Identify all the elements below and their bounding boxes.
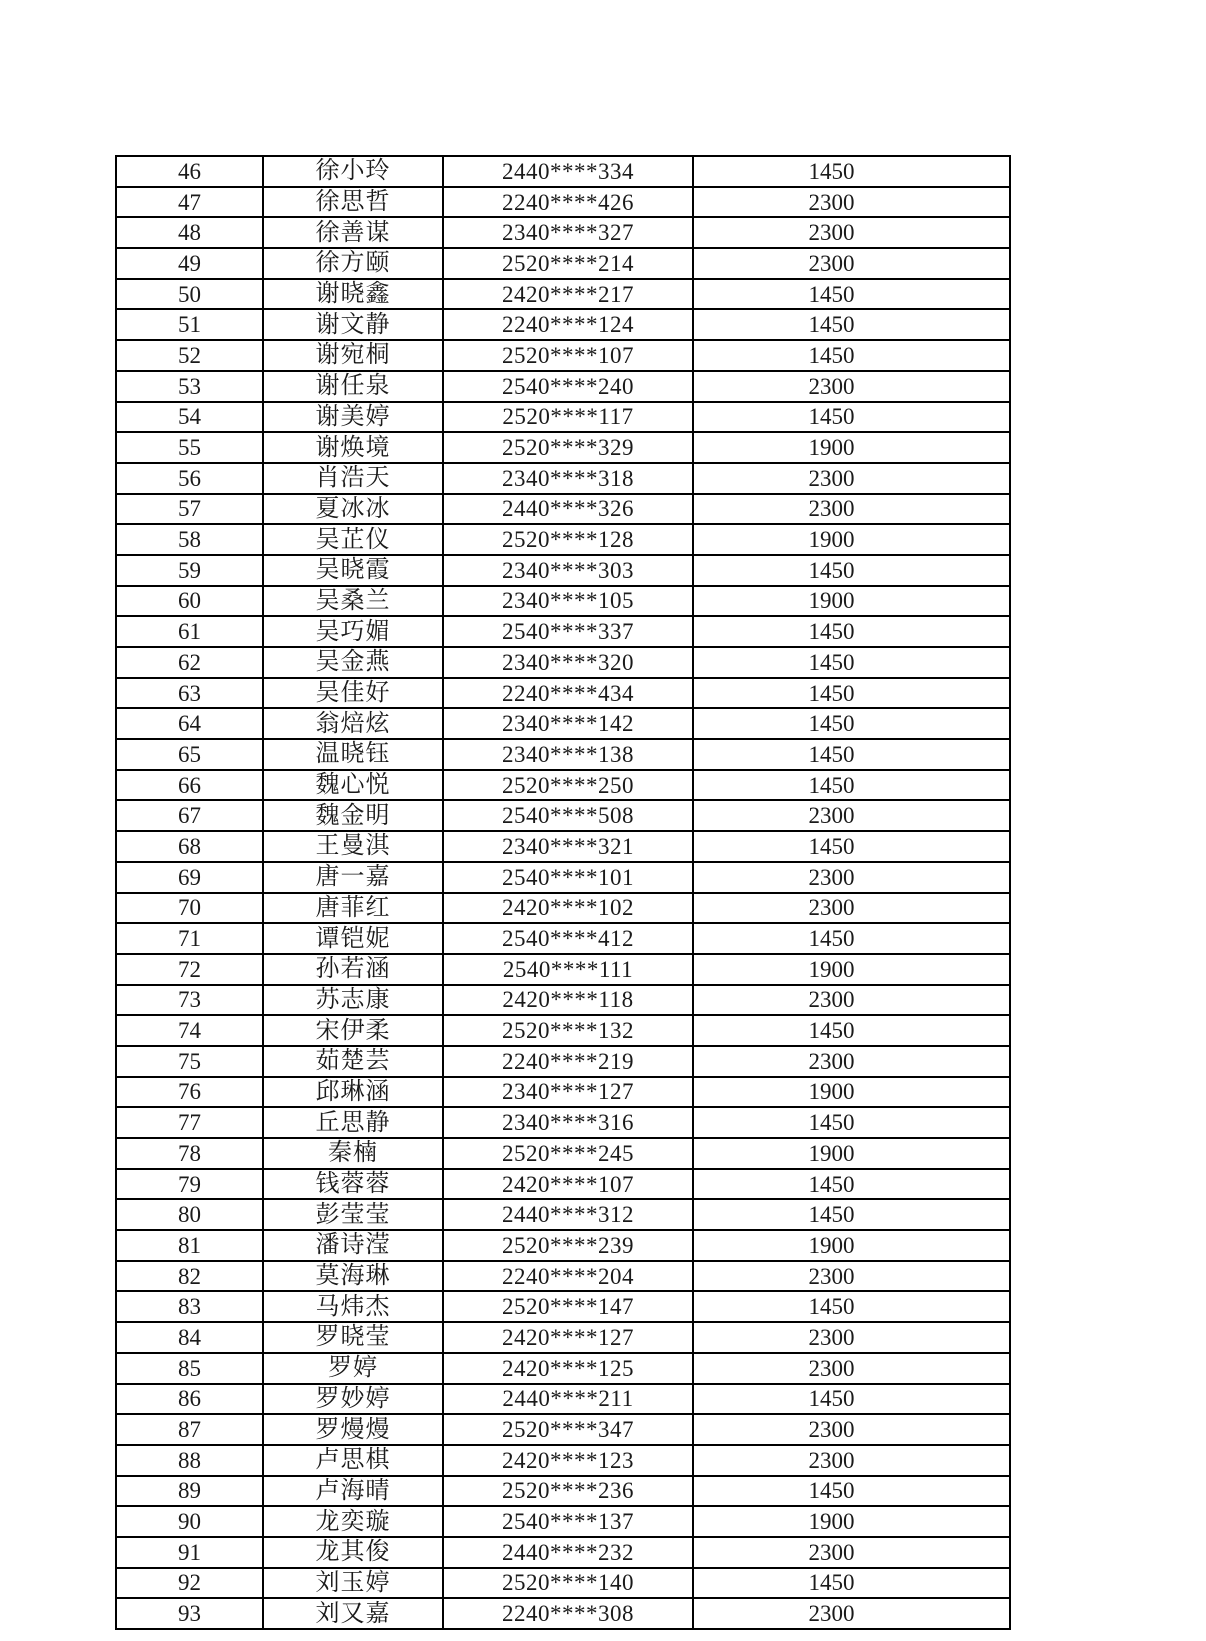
name-cell: 苏志康 [263, 985, 443, 1016]
amount-cell: 1450 [693, 923, 1010, 954]
id-number-cell: 2340****321 [443, 831, 693, 862]
amount-cell: 2300 [693, 371, 1010, 402]
name-cell: 翁焙炫 [263, 708, 443, 739]
table-row [116, 187, 1010, 218]
row-number-cell: 85 [116, 1353, 263, 1384]
row-number-cell: 49 [116, 248, 263, 279]
id-number-cell: 2240****219 [443, 1046, 693, 1077]
amount-cell: 1900 [693, 1506, 1010, 1537]
id-number-cell: 2540****240 [443, 371, 693, 402]
amount-cell: 1450 [693, 616, 1010, 647]
name-cell: 吴芷仪 [263, 524, 443, 555]
row-number-cell: 73 [116, 985, 263, 1016]
row-number-cell: 57 [116, 494, 263, 525]
table-row [116, 1353, 1010, 1384]
table-row [116, 678, 1010, 709]
name-cell: 茹楚芸 [263, 1046, 443, 1077]
row-number-cell: 70 [116, 893, 263, 924]
row-number-cell: 77 [116, 1107, 263, 1138]
id-number-cell: 2520****107 [443, 340, 693, 371]
amount-cell: 2300 [693, 1261, 1010, 1292]
name-cell: 夏冰冰 [263, 494, 443, 525]
name-cell: 谢任泉 [263, 371, 443, 402]
amount-cell: 2300 [693, 1046, 1010, 1077]
table-row [116, 770, 1010, 801]
name-cell: 宋伊柔 [263, 1015, 443, 1046]
id-number-cell: 2240****204 [443, 1261, 693, 1292]
amount-cell: 2300 [693, 217, 1010, 248]
id-number-cell: 2440****312 [443, 1199, 693, 1230]
name-cell: 潘诗滢 [263, 1230, 443, 1261]
table-row [116, 1322, 1010, 1353]
row-number-cell: 75 [116, 1046, 263, 1077]
table-row [116, 494, 1010, 525]
amount-cell: 2300 [693, 463, 1010, 494]
row-number-cell: 90 [116, 1506, 263, 1537]
id-number-cell: 2520****147 [443, 1291, 693, 1322]
name-cell: 魏心悦 [263, 770, 443, 801]
row-number-cell: 89 [116, 1476, 263, 1507]
row-number-cell: 83 [116, 1291, 263, 1322]
table-row [116, 1537, 1010, 1568]
row-number-cell: 71 [116, 923, 263, 954]
table-row [116, 217, 1010, 248]
row-number-cell: 80 [116, 1199, 263, 1230]
name-cell: 莫海琳 [263, 1261, 443, 1292]
table-row [116, 524, 1010, 555]
name-cell: 钱蓉蓉 [263, 1169, 443, 1200]
row-number-cell: 55 [116, 432, 263, 463]
row-number-cell: 81 [116, 1230, 263, 1261]
table-row [116, 954, 1010, 985]
id-number-cell: 2420****118 [443, 985, 693, 1016]
name-cell: 罗熳熳 [263, 1414, 443, 1445]
amount-cell: 1450 [693, 678, 1010, 709]
row-number-cell: 92 [116, 1568, 263, 1599]
row-number-cell: 67 [116, 800, 263, 831]
amount-cell: 1900 [693, 1138, 1010, 1169]
id-number-cell: 2340****105 [443, 586, 693, 617]
table-row [116, 1046, 1010, 1077]
table-row [116, 279, 1010, 310]
name-cell: 吴金燕 [263, 647, 443, 678]
name-cell: 谢美婷 [263, 402, 443, 433]
name-cell: 王曼淇 [263, 831, 443, 862]
amount-cell: 2300 [693, 248, 1010, 279]
table-row [116, 862, 1010, 893]
name-cell: 徐小玲 [263, 156, 443, 187]
amount-cell: 2300 [693, 1353, 1010, 1384]
id-number-cell: 2340****318 [443, 463, 693, 494]
table-row [116, 739, 1010, 770]
id-number-cell: 2240****426 [443, 187, 693, 218]
table-row [116, 402, 1010, 433]
amount-cell: 1450 [693, 555, 1010, 586]
amount-cell: 1450 [693, 1476, 1010, 1507]
name-cell: 罗婷 [263, 1353, 443, 1384]
name-cell: 谭铠妮 [263, 923, 443, 954]
row-number-cell: 82 [116, 1261, 263, 1292]
table-row [116, 1138, 1010, 1169]
name-cell: 吴桑兰 [263, 586, 443, 617]
row-number-cell: 56 [116, 463, 263, 494]
id-number-cell: 2540****137 [443, 1506, 693, 1537]
name-cell: 邱琳涵 [263, 1077, 443, 1108]
id-number-cell: 2340****142 [443, 708, 693, 739]
table-row [116, 893, 1010, 924]
row-number-cell: 50 [116, 279, 263, 310]
name-cell: 卢思棋 [263, 1445, 443, 1476]
table-row [116, 1506, 1010, 1537]
name-cell: 马炜杰 [263, 1291, 443, 1322]
amount-cell: 2300 [693, 1598, 1010, 1629]
amount-cell: 2300 [693, 862, 1010, 893]
table-row [116, 340, 1010, 371]
table-row [116, 586, 1010, 617]
id-number-cell: 2420****102 [443, 893, 693, 924]
amount-cell: 1450 [693, 770, 1010, 801]
id-number-cell: 2440****334 [443, 156, 693, 187]
id-number-cell: 2440****232 [443, 1537, 693, 1568]
row-number-cell: 53 [116, 371, 263, 402]
id-number-cell: 2520****250 [443, 770, 693, 801]
name-cell: 温晓钰 [263, 739, 443, 770]
id-number-cell: 2340****138 [443, 739, 693, 770]
row-number-cell: 59 [116, 555, 263, 586]
id-number-cell: 2420****107 [443, 1169, 693, 1200]
amount-cell: 1900 [693, 432, 1010, 463]
table-row [116, 371, 1010, 402]
name-cell: 罗晓莹 [263, 1322, 443, 1353]
name-cell: 徐善谋 [263, 217, 443, 248]
name-cell: 徐思哲 [263, 187, 443, 218]
amount-cell: 2300 [693, 494, 1010, 525]
table-row [116, 831, 1010, 862]
amount-cell: 1900 [693, 524, 1010, 555]
table-row [116, 432, 1010, 463]
row-number-cell: 64 [116, 708, 263, 739]
row-number-cell: 48 [116, 217, 263, 248]
row-number-cell: 74 [116, 1015, 263, 1046]
id-number-cell: 2520****128 [443, 524, 693, 555]
table-row [116, 800, 1010, 831]
amount-cell: 1900 [693, 586, 1010, 617]
roster-table-body [116, 156, 1010, 1629]
amount-cell: 2300 [693, 1445, 1010, 1476]
id-number-cell: 2420****127 [443, 1322, 693, 1353]
id-number-cell: 2520****214 [443, 248, 693, 279]
id-number-cell: 2440****326 [443, 494, 693, 525]
id-number-cell: 2520****245 [443, 1138, 693, 1169]
id-number-cell: 2540****101 [443, 862, 693, 893]
id-number-cell: 2340****127 [443, 1077, 693, 1108]
amount-cell: 2300 [693, 893, 1010, 924]
amount-cell: 1450 [693, 402, 1010, 433]
amount-cell: 2300 [693, 1414, 1010, 1445]
name-cell: 孙若涵 [263, 954, 443, 985]
row-number-cell: 87 [116, 1414, 263, 1445]
table-row [116, 309, 1010, 340]
amount-cell: 1450 [693, 647, 1010, 678]
row-number-cell: 88 [116, 1445, 263, 1476]
row-number-cell: 58 [116, 524, 263, 555]
table-row [116, 1015, 1010, 1046]
name-cell: 谢宛桐 [263, 340, 443, 371]
id-number-cell: 2520****239 [443, 1230, 693, 1261]
name-cell: 吴晓霞 [263, 555, 443, 586]
amount-cell: 1450 [693, 156, 1010, 187]
amount-cell: 1450 [693, 1015, 1010, 1046]
id-number-cell: 2240****124 [443, 309, 693, 340]
id-number-cell: 2340****316 [443, 1107, 693, 1138]
table-row [116, 1384, 1010, 1415]
table-row [116, 156, 1010, 187]
id-number-cell: 2340****320 [443, 647, 693, 678]
name-cell: 丘思静 [263, 1107, 443, 1138]
table-row [116, 463, 1010, 494]
amount-cell: 1450 [693, 739, 1010, 770]
id-number-cell: 2520****329 [443, 432, 693, 463]
name-cell: 唐一嘉 [263, 862, 443, 893]
amount-cell: 1450 [693, 309, 1010, 340]
id-number-cell: 2240****308 [443, 1598, 693, 1629]
row-number-cell: 51 [116, 309, 263, 340]
name-cell: 卢海晴 [263, 1476, 443, 1507]
name-cell: 谢焕境 [263, 432, 443, 463]
table-row [116, 1476, 1010, 1507]
row-number-cell: 61 [116, 616, 263, 647]
table-row [116, 1598, 1010, 1629]
name-cell: 刘玉婷 [263, 1568, 443, 1599]
amount-cell: 1450 [693, 1199, 1010, 1230]
id-number-cell: 2520****140 [443, 1568, 693, 1599]
amount-cell: 2300 [693, 800, 1010, 831]
amount-cell: 1900 [693, 954, 1010, 985]
row-number-cell: 72 [116, 954, 263, 985]
id-number-cell: 2440****211 [443, 1384, 693, 1415]
name-cell: 谢晓鑫 [263, 279, 443, 310]
amount-cell: 2300 [693, 1322, 1010, 1353]
id-number-cell: 2520****117 [443, 402, 693, 433]
row-number-cell: 52 [116, 340, 263, 371]
name-cell: 徐方颐 [263, 248, 443, 279]
amount-cell: 1450 [693, 279, 1010, 310]
id-number-cell: 2540****508 [443, 800, 693, 831]
name-cell: 谢文静 [263, 309, 443, 340]
table-row [116, 1230, 1010, 1261]
amount-cell: 2300 [693, 985, 1010, 1016]
table-row [116, 1199, 1010, 1230]
amount-cell: 2300 [693, 1537, 1010, 1568]
name-cell: 秦楠 [263, 1138, 443, 1169]
name-cell: 罗妙婷 [263, 1384, 443, 1415]
table-row [116, 1414, 1010, 1445]
id-number-cell: 2420****217 [443, 279, 693, 310]
name-cell: 唐菲红 [263, 893, 443, 924]
name-cell: 吴巧媚 [263, 616, 443, 647]
id-number-cell: 2520****132 [443, 1015, 693, 1046]
amount-cell: 1900 [693, 1077, 1010, 1108]
table-row [116, 708, 1010, 739]
name-cell: 刘又嘉 [263, 1598, 443, 1629]
id-number-cell: 2520****236 [443, 1476, 693, 1507]
table-row [116, 616, 1010, 647]
name-cell: 龙奕璇 [263, 1506, 443, 1537]
amount-cell: 1450 [693, 1291, 1010, 1322]
amount-cell: 1900 [693, 1230, 1010, 1261]
name-cell: 吴佳好 [263, 678, 443, 709]
table-row [116, 1107, 1010, 1138]
table-row [116, 1077, 1010, 1108]
table-row [116, 647, 1010, 678]
table-row [116, 923, 1010, 954]
id-number-cell: 2420****125 [443, 1353, 693, 1384]
amount-cell: 1450 [693, 708, 1010, 739]
row-number-cell: 78 [116, 1138, 263, 1169]
amount-cell: 1450 [693, 831, 1010, 862]
row-number-cell: 63 [116, 678, 263, 709]
name-cell: 龙其俊 [263, 1537, 443, 1568]
amount-cell: 1450 [693, 1169, 1010, 1200]
table-row [116, 1291, 1010, 1322]
row-number-cell: 62 [116, 647, 263, 678]
row-number-cell: 79 [116, 1169, 263, 1200]
table-row [116, 248, 1010, 279]
amount-cell: 1450 [693, 1568, 1010, 1599]
name-cell: 肖浩天 [263, 463, 443, 494]
amount-cell: 1450 [693, 1107, 1010, 1138]
roster-table [115, 155, 1011, 1630]
row-number-cell: 76 [116, 1077, 263, 1108]
row-number-cell: 91 [116, 1537, 263, 1568]
table-row [116, 1568, 1010, 1599]
id-number-cell: 2540****337 [443, 616, 693, 647]
row-number-cell: 54 [116, 402, 263, 433]
table-row [116, 985, 1010, 1016]
row-number-cell: 46 [116, 156, 263, 187]
row-number-cell: 68 [116, 831, 263, 862]
row-number-cell: 69 [116, 862, 263, 893]
amount-cell: 1450 [693, 1384, 1010, 1415]
table-row [116, 1445, 1010, 1476]
id-number-cell: 2520****347 [443, 1414, 693, 1445]
table-row [116, 555, 1010, 586]
table-row [116, 1261, 1010, 1292]
row-number-cell: 47 [116, 187, 263, 218]
id-number-cell: 2420****123 [443, 1445, 693, 1476]
row-number-cell: 60 [116, 586, 263, 617]
id-number-cell: 2540****111 [443, 954, 693, 985]
row-number-cell: 65 [116, 739, 263, 770]
name-cell: 魏金明 [263, 800, 443, 831]
row-number-cell: 86 [116, 1384, 263, 1415]
id-number-cell: 2540****412 [443, 923, 693, 954]
table-row [116, 1169, 1010, 1200]
id-number-cell: 2340****303 [443, 555, 693, 586]
row-number-cell: 84 [116, 1322, 263, 1353]
id-number-cell: 2340****327 [443, 217, 693, 248]
amount-cell: 2300 [693, 187, 1010, 218]
amount-cell: 1450 [693, 340, 1010, 371]
name-cell: 彭莹莹 [263, 1199, 443, 1230]
row-number-cell: 93 [116, 1598, 263, 1629]
row-number-cell: 66 [116, 770, 263, 801]
id-number-cell: 2240****434 [443, 678, 693, 709]
